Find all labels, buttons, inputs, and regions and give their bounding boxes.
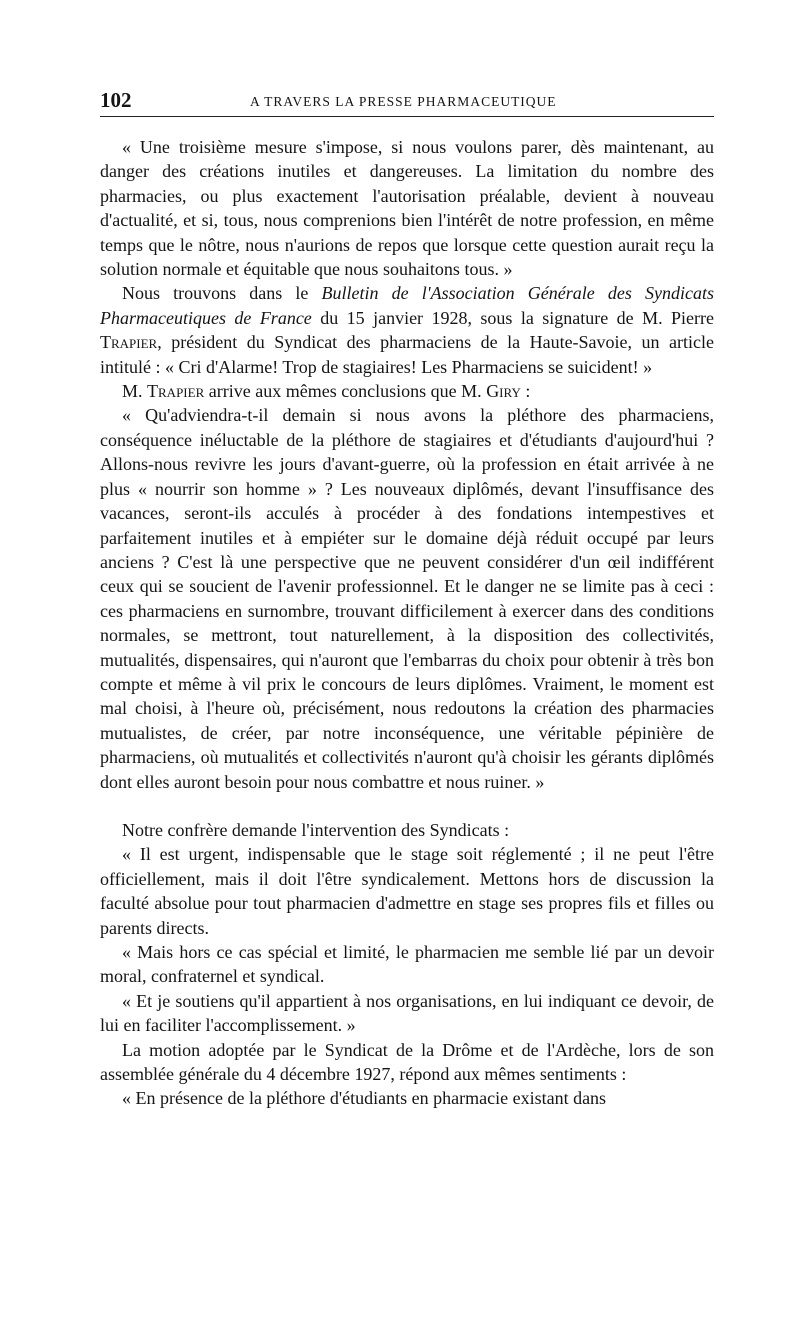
paragraph-1: « Une troisième mesure s'impose, si nous voulons parer, dès maintenant, au danger des créations inutiles et dangereuses. La limitation du nombre des pharmacies, ou plus exactement l'autorisation préalable, devient à nouveau d'actualité, et si, tous, nous comprenions bien l'intérêt de notre profession, en même temps que le nôtre, nous n'aurions de repos que lorsque cette question aurait reçu la solution normale et équitable que nous souhaitons tous. » bbox=[100, 137, 714, 280]
author-name: Giry bbox=[486, 381, 521, 402]
paragraph-3 bbox=[100, 379, 714, 403]
author-name: Trapier bbox=[147, 381, 205, 402]
text-segment: M. bbox=[122, 381, 148, 402]
paragraph-7: « Mais hors ce cas spécial et limité, le pharmacien me semble lié par un devoir moral, confraternel et syndical. bbox=[100, 942, 714, 987]
paragraph-10: « En présence de la pléthore d'étudiants en pharmacie existant dans bbox=[122, 1088, 607, 1109]
page bbox=[100, 86, 714, 1111]
text-segment: , président du Syndicat des pharmaciens de la Haute-Savoie, un article intitulé : « Cri d'Alarme! Trop de stagiaires! Les Pharmaciens se suicident! » bbox=[100, 332, 714, 377]
text-segment: Nous trouvons dans le bbox=[122, 283, 322, 304]
author-name: Trapier bbox=[100, 332, 158, 353]
paragraph-9: La motion adoptée par le Syndicat de la Drôme et de l'Ardèche, lors de son assemblée générale du 4 décembre 1927, répond aux mêmes sentiments : bbox=[100, 1039, 714, 1085]
page-header bbox=[100, 86, 714, 117]
text-segment: : bbox=[520, 381, 531, 402]
paragraph-2 bbox=[100, 281, 714, 379]
paragraph-8: « Et je soutiens qu'il appartient à nos organisations, en lui indiquant ce devoir, de lui en faciliter l'accomplissement. » bbox=[100, 990, 714, 1036]
text-segment: arrive aux mêmes conclusions que M. bbox=[204, 381, 487, 402]
paragraph-6: « Il est urgent, indispensable que le stage soit réglementé ; il ne peut l'être officiellement, mais il doit l'être syndicalement. Mettons hors de discussion la faculté absolue pour tout pharmacien d'admettre en stage ses propres fils et filles ou parents directs. bbox=[100, 844, 714, 938]
paragraph-5: Notre confrère demande l'intervention des Syndicats : bbox=[122, 819, 510, 840]
bulletin-title: Bulletin de l'Association Générale des Syndicats Pharmaceutiques de France bbox=[100, 283, 714, 328]
page-number: 102 bbox=[100, 88, 132, 112]
text-segment: du 15 janvier 1928, sous la signature de M. Pierre bbox=[311, 307, 714, 328]
paragraph-4: « Qu'adviendra-t-il demain si nous avons la pléthore des pharmaciens, conséquence inéluctable de la pléthore de stagiaires et d'étudiants d'aujourd'hui ? Allons-nous revivre les jours d'avant-guerre, où la profession en était arrivée à ne plus « nourrir son homme » ? Les nouveaux diplômés, devant l'insuffisance des vacances, seront-ils acculés à procéder à des fondations intempestives et parfaitement inutiles et à empiéter sur le domaine déjà réduit occupé par leurs anciens ? C'est là une perspective que ne peuvent considérer d'un œil indifférent ceux qui se soucient de l'avenir professionnel. Et le danger ne se limite pas à ceci : ces pharmaciens en surnombre, trouvant difficilement à exercer dans des conditions normales, se mettront, tout naturellement, à la disposition des collectivités, mutualités, dispensaires, qui n'auront que l'embarras du choix pour obtenir à très bon compte et même à vil prix le concours de leurs diplômes. Vraiment, le moment est mal choisi, à l'heure où, précisément, nous redoutons la création des pharmacies mutualistes, de créer, par notre inconséquence, une véritable pépinière de pharmaciens, où mutualités et collectivités n'auront qu'à choisir les gérants diplômés dont elles auront besoin pour nous combattre et nous ruiner. » bbox=[100, 405, 714, 792]
page-body bbox=[100, 135, 714, 1111]
running-title: A TRAVERS LA PRESSE PHARMACEUTIQUE bbox=[250, 94, 557, 109]
